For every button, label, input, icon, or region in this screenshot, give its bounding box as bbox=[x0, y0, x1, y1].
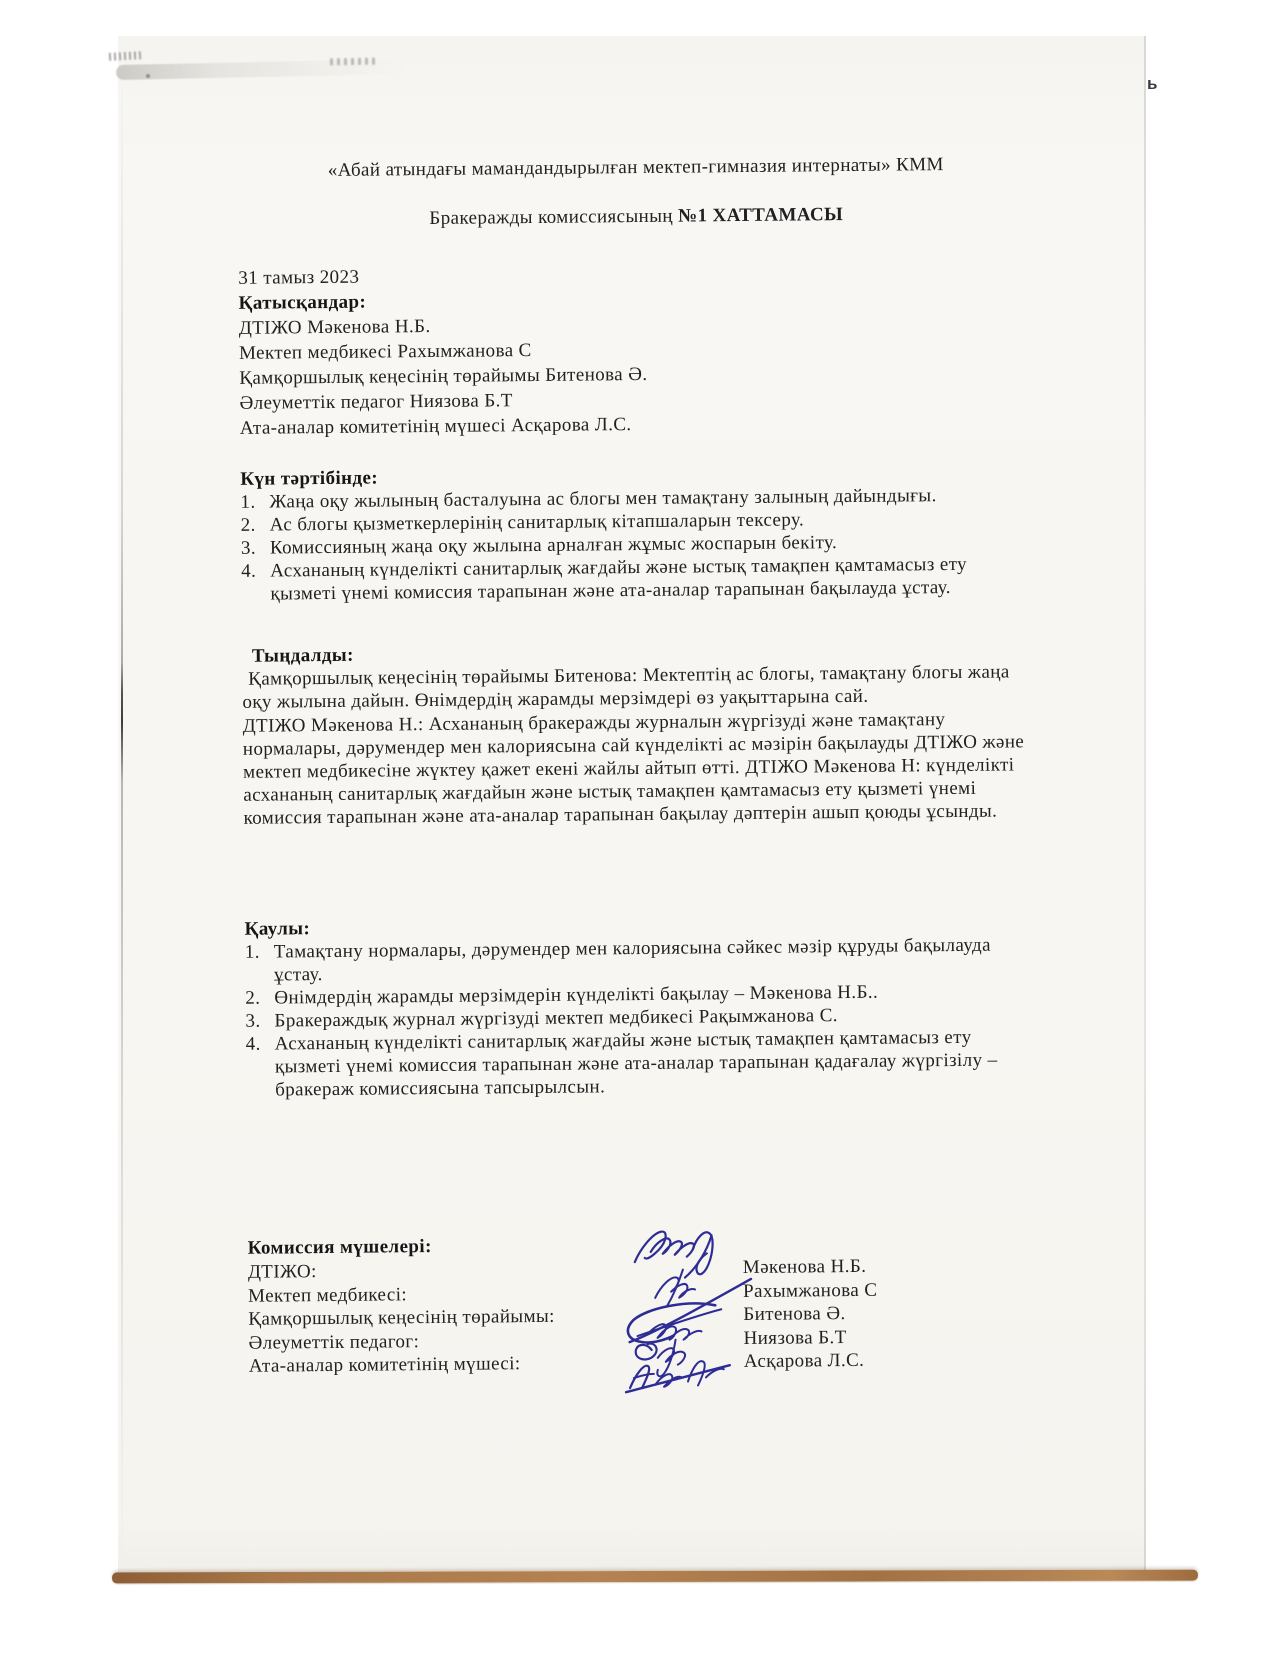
resolution-item-number: 3. bbox=[245, 1010, 261, 1032]
signature-role: Ата-аналар комитетінің мүшесі: bbox=[248, 1353, 521, 1378]
signature-name: Битенова Ә. bbox=[743, 1303, 846, 1326]
resolution-heading: Қаулы: bbox=[244, 918, 311, 940]
signature-name: Асқарова Л.С. bbox=[743, 1350, 865, 1373]
signature-role: Қамқоршылық кеңесінің төрайымы: bbox=[248, 1306, 555, 1330]
agenda-heading: Күн тәртібінде: bbox=[240, 467, 379, 490]
signature-name: Ниязова Б.Т bbox=[743, 1326, 847, 1349]
resolution-item-number: 2. bbox=[245, 987, 261, 1009]
handwritten-signatures-ink bbox=[616, 1219, 766, 1395]
signature-role: Мектеп медбикесі: bbox=[248, 1283, 408, 1307]
participant-line: Қамқоршылық кеңесінің төрайымы Битенова Ә. bbox=[239, 363, 648, 389]
doc-title bbox=[238, 201, 1035, 232]
signature-name: Рахымжанова С bbox=[743, 1279, 878, 1302]
resolution-item-text: Өнімдердің жарамды мерзімдерін күнделікті бақылау – Мәкенова Н.Б.. bbox=[274, 981, 879, 1009]
resolution-item-text: Асхананың күнделікті санитарлық жағдайы және ыстық тамақпен қамтамасыз ету қызметі үнемі комиссия тарапынан және ата-аналар тарапынан қадағалау жүргізілу – бракераж комиссиясына тапсырылсын. bbox=[274, 1026, 998, 1101]
agenda-item-text: Асхананың күнделікті санитарлық жағдайы және ыстық тамақпен қамтамасыз ету қызметі үнемі комиссия тарапынан және ата-аналар тарапынан бақылауда ұстау. bbox=[270, 553, 968, 605]
agenda-item bbox=[241, 552, 1038, 606]
signature-role: ДТІЖО: bbox=[247, 1261, 317, 1283]
resolution-item bbox=[246, 1025, 1044, 1102]
participant-line: ДТІЖО Мәкенова Н.Б. bbox=[238, 315, 431, 339]
participant-line: Ата-аналар комитетінің мүшесі Асқарова Л.С. bbox=[239, 414, 632, 439]
resolution-item-text: Тамақтану нормалары, дәрумендер мен калориясына сәйкес мәзір құруды бақылауда ұстау. bbox=[273, 934, 991, 986]
doc-title-number: №1 ХАТТАМАСЫ bbox=[677, 204, 844, 227]
participant-line: Мектеп медбикесі Рахымжанова С bbox=[238, 340, 532, 364]
resolution-item-number: 4. bbox=[245, 1033, 261, 1055]
heard-paragraph: Қамқоршылық кеңесінің төрайымы Битенова: Мектептің ас блогы, тамақтану блогы жаңа оқу жылына дайын. Өнімдердің жарамды мерзімдері өз уақыттарына сай. bbox=[242, 661, 1010, 714]
agenda-item-text: Жаңа оқу жылының басталуына ас блогы мен тамақтану залының дайындығы. bbox=[269, 485, 937, 513]
page-edge-glyph: ь bbox=[1147, 74, 1158, 93]
signature-role: Әлеуметтік педагог: bbox=[248, 1330, 420, 1354]
resolution-item-text: Бракераждық журнал жүргізуді мектеп медбикесі Рақымжанова С. bbox=[274, 1005, 839, 1032]
heard-paragraph: ДТІЖО Мәкенова Н.: Асхананың бракеражды журналын жүргізуді және тамақтану нормалары, дәрумендер мен калориясына сай күнделікті ас мәзірін бақылауды ДТІЖО және мектеп медбикесіне жүктеу қажет екені жайлы айтып өтті. ДТІЖО Мәкенова Н: күнделікті асхананың санитарлық жағдайын және ыстық тамақпен қамтамасыз ету қызметі үнемі комиссия тарапынан және ата-аналар тарапынан бақылау дәптерін ашып қоюды ұсынды. bbox=[242, 708, 1025, 830]
agenda-item-number: 1. bbox=[240, 491, 256, 513]
signature-name: Мәкенова Н.Б. bbox=[742, 1255, 867, 1279]
participant-line: Әлеуметтік педагог Ниязова Б.Т bbox=[239, 390, 513, 414]
heard-heading: Тыңдалды: bbox=[251, 644, 354, 667]
document-date: 31 тамыз 2023 bbox=[238, 266, 360, 289]
resolution-item-number: 1. bbox=[244, 941, 260, 963]
agenda-item-text: Ас блогы қызметкерлерінің санитарлық кітапшаларын тексеру. bbox=[269, 509, 805, 536]
doc-title-regular: Бракеражды комиссиясының bbox=[429, 205, 679, 229]
org-title: «Абай атындағы мамандандырылған мектеп-гимназия интернаты» КММ bbox=[327, 154, 944, 181]
agenda-item-text: Комиссияның жаңа оқу жылына арналған жұмыс жоспарын бекіту. bbox=[269, 532, 838, 559]
agenda-item-number: 3. bbox=[240, 537, 257, 559]
participants-heading: Қатысқандар: bbox=[238, 291, 367, 314]
agenda-item-number: 4. bbox=[241, 560, 257, 582]
resolution-item bbox=[245, 933, 1042, 987]
agenda-item-number: 2. bbox=[240, 514, 256, 536]
signatures-heading: Комиссия мүшелері: bbox=[247, 1236, 432, 1259]
